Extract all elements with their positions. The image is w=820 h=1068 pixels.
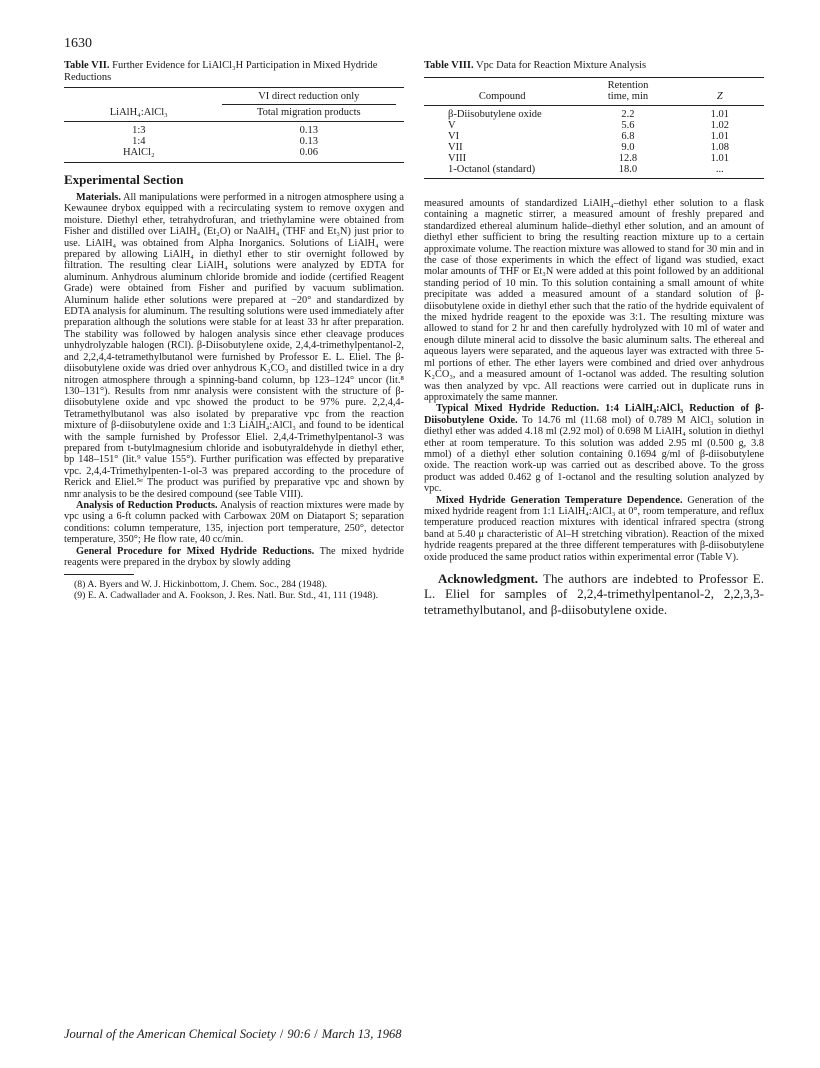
- table-cell-z: 1.01: [710, 153, 729, 164]
- paragraph-text: measured amounts of standardized LiAlH₄–diethyl ether solution to a flask containing a magnetic stirrer, a measured amount of freshly prepared and standardized ethereal aluminum halide–diethyl ether solution, and an amount of diethyl ether sufficient to bring the resulting reaction mixture up to a certain approximate volume. The reaction mixture was allowed to stand for 30 min and in the case of those experiments in which the effect of ligand was studied, exact molar amounts of THF or Et₃N were added at this point followed by an additional standing period of 10 min. To this solution containing a small amount of white precipitate was added a measured amount of a standard solution of β-diisobutylene oxide in diethyl ether such that the ratio of the hydride equivalent of the mixed hydride reagent to the epoxide was 3:1. The resulting mixture was allowed to stand for 2 hr and then carefully hydrolyzed with 10 ml of water and enough dilute mineral acid to dissolve the basic aluminum salts. The ethereal and aqueous layers were separated, and the aqueous layer was extracted with three 5-ml portions of ether. The ether layers were combined and dried over anhydrous K₂CO₃, and a measured amount of 1-octanol was added. The resulting solution was then analyzed by vpc. All reactions were carried out in duplicate runs in approximately the same manner.: [424, 198, 764, 403]
- table-vii: [64, 60, 404, 163]
- table-cell-z: ...: [715, 164, 724, 175]
- table-cell-time: 18.0: [618, 164, 638, 175]
- table-rule: [222, 104, 396, 105]
- table-cell-compound: VII: [448, 142, 463, 153]
- paragraph-heading: Mixed Hydride Generation Temperature Dependence.: [436, 494, 683, 506]
- table-row: [64, 125, 404, 136]
- paragraph-text: All manipulations were performed in a nitrogen atmosphere using a Kewaunee drybox equipped with a recirculating system to remove oxygen and moisture. Diethyl ether, tetrahydrofuran, and triethylamine were obtained from Fisher and distilled over LiAlH₄ (Et₂O) or NaAlH₄ (THF and Et₃N) just prior to use. LiAlH₄ was obtained from Alpha Inorganics. Solutions of LiAlH₄ were prepared by allowing LiAlH₄ in diethyl ether to stir overnight followed by filtration. The resulting clear LiAlH₄ solutions were analyzed by EDTA for aluminum. Anhydrous aluminum chloride bromide and iodide (certified Reagent Grade) were obtained from Fisher and purified by vacuum sublimation. Aluminum halide ether solutions were prepared at −20° and standardized by EDTA analysis for aluminum. The resulting solutions were used immediately after preparation although the solutions were stable for at least 33 hr after preparation. The stability was followed by halogen analysis since ether cleavage produces unhydrolyzable halogen (RCl). β-Diisobutylene oxide, 2,4,4-trimethylpentanol-2, and 2,2,4,4-tetramethylbutanol were furnished by Professor E. L. Eliel. The β-diisobutylene oxide was dried over anhydrous K₂CO₃ and distilled twice in a dry nitrogen atmosphere through a spinning-band column, bp 123–124° uncor (lit.⁸ 130–131°). Results from nmr analysis were consistent with the structure of β-diisobutylene oxide and vpc showed the product to be 97% pure. 2,2,4,4-Tetramethylbutanol was also isolated by preparative vpc from the reaction mixture of β-diisobutylene oxide and 1:3 LiAlH₄:AlCl₃ and found to be identical with the sample furnished by Professor Eliel. 2,4,4-Trimethylpentanol-3 was prepared from t-butylmagnesium chloride and isobutyraldehyde in diethyl ether, bp 148–151° (lit.⁹ value 155°). Further purification was effected by preparative vpc. 2,4,4-Trimethylpenten-1-ol-3 was prepared according to the procedure of Rerick and Eliel.⁵ᵉ The product was purified by preparative vpc and shown by nmr analysis to be the desired compound (see Table VIII).: [64, 192, 404, 500]
- table-rule: [64, 121, 404, 122]
- acknowledgment: [424, 571, 764, 617]
- paragraph-heading: Typical Mixed Hydride Reduction. 1:4 LiAlH₄:AlCl₃ Reduction of β-Diisobutylene Oxide.: [424, 403, 764, 426]
- table-viii-header-z: Z: [716, 91, 723, 102]
- table-vii-caption: [64, 60, 404, 84]
- body-paragraph: [64, 500, 404, 546]
- left-column: [64, 60, 404, 602]
- table-cell-time: 5.6: [621, 120, 635, 131]
- table-row: [424, 153, 764, 164]
- table-cell-value: 0.13: [299, 125, 318, 136]
- right-paragraphs: [424, 198, 764, 563]
- table-viii-header-retention-bottom: time, min: [607, 91, 649, 102]
- table-cell-time: 2.2: [621, 109, 635, 120]
- body-paragraph: [424, 403, 764, 494]
- table-row: [424, 109, 764, 120]
- table-rule: [424, 178, 764, 179]
- body-paragraph: [424, 495, 764, 563]
- footnotes: [64, 580, 404, 601]
- table-vii-header-top: VI direct reduction only: [258, 91, 360, 102]
- table-cell-time: 6.8: [621, 131, 635, 142]
- table-viii-header-retention-top: Retention: [607, 80, 649, 91]
- table-cell-ratio: 1:3: [132, 125, 146, 136]
- table-viii-label: Table VIII.: [424, 60, 474, 71]
- table-viii-grid: [424, 80, 764, 179]
- paragraph-heading: Analysis of Reduction Products.: [76, 499, 218, 511]
- table-vii-label: Table VII.: [64, 60, 110, 71]
- body-paragraph: [64, 546, 404, 569]
- body-paragraph: [424, 198, 764, 403]
- table-cell-time: 9.0: [621, 142, 635, 153]
- paragraph-text: Generation of the mixed hydride reagent from 1:1 LiAlH₄:AlCl₃ at 0°, room temperature, and reflux temperature produced reaction mixtures with identical infrared spectra (strong band at 5.40 μ characteristic of Al–H stretching vibration). Reaction of the mixed hydride reagents prepared at the three different temperatures with β-diisobutylene oxide produced the same product ratios within experimental error (Table V).: [424, 494, 764, 563]
- table-cell-z: 1.01: [710, 131, 729, 142]
- table-cell-ratio: 1:4: [132, 136, 146, 147]
- table-cell-value: 0.13: [299, 136, 318, 147]
- table-cell-compound: VIII: [448, 153, 467, 164]
- table-cell-compound: β-Diisobutylene oxide: [448, 109, 542, 120]
- footnote-rule: [64, 574, 134, 575]
- table-cell-time: 12.8: [618, 153, 638, 164]
- table-row: [424, 142, 764, 153]
- left-paragraphs: [64, 192, 404, 568]
- table-row: [424, 120, 764, 131]
- paragraph-text: Analysis of reaction mixtures were made by vpc using a 6-ft column packed with Carbowax 20M on Diataport S; separation conditions: column temperature, 135, injection port temperature, 250°, detector temperature, 350°; He flow rate, 40 cc/min.: [64, 499, 404, 546]
- paragraph-text: The mixed hydride reagents were prepared in the drybox by slowly adding: [64, 545, 404, 568]
- table-vii-grid: [64, 91, 404, 163]
- paragraph-heading: Materials.: [76, 192, 121, 203]
- page-number: 1630: [64, 36, 92, 51]
- table-viii-caption: [424, 60, 764, 72]
- footnote: (9) E. A. Cadwallader and A. Fookson, J. Res. Natl. Bur. Std., 41, 111 (1948).: [74, 590, 379, 601]
- footer-journal: Journal of the American Chemical Society: [64, 1027, 276, 1041]
- paragraph-text: To 14.76 ml (11.68 mol) of 0.789 M AlCl₃ solution in diethyl ether was added 4.18 ml (2.92 mol) of 0.698 M LiAlH₄ solution in diethyl ether at room temperature. To this solution was added 2.95 ml (0.500 g, 3.8 mmol) of a diethyl ether solution containing 0.1694 g/ml of β-diisobutylene oxide. The reaction work-up was carried out as described above. To the gross product was added 0.462 g of 1-octanol and the resulting solution analyzed by vpc.: [424, 414, 764, 495]
- table-viii: [424, 60, 764, 179]
- table-row: [424, 131, 764, 142]
- footnote: (8) A. Byers and W. J. Hickinbottom, J. Chem. Soc., 284 (1948).: [74, 579, 328, 591]
- table-row: [64, 147, 404, 158]
- table-cell-ratio: HAlCl₂: [122, 147, 155, 158]
- table-vii-header-right: Total migration products: [256, 107, 361, 118]
- table-viii-header-compound: Compound: [478, 91, 526, 102]
- table-cell-compound: 1-Octanol (standard): [448, 164, 536, 175]
- table-cell-z: 1.02: [710, 120, 729, 131]
- paragraph-heading: General Procedure for Mixed Hydride Reductions.: [76, 545, 315, 557]
- table-vii-header-left: LiAlH₄:AlCl₃: [109, 107, 168, 118]
- section-title: Experimental Section: [64, 172, 184, 187]
- table-cell-compound: V: [448, 120, 456, 131]
- table-vii-caption-text: Further Evidence for LiAlCl₃H Participation in Mixed Hydride Reductions: [64, 60, 378, 83]
- body-paragraph: [64, 192, 404, 500]
- table-rule: [64, 162, 404, 163]
- table-viii-caption-text: Vpc Data for Reaction Mixture Analysis: [476, 60, 647, 71]
- table-rule: [424, 77, 764, 78]
- table-rule: [424, 105, 764, 106]
- table-cell-z: 1.01: [710, 109, 729, 120]
- table-cell-value: 0.06: [299, 147, 318, 158]
- table-rule: [64, 87, 404, 88]
- table-row: [64, 136, 404, 147]
- table-cell-z: 1.08: [710, 142, 729, 153]
- table-row: [424, 164, 764, 175]
- footer-volume: 90:6: [287, 1027, 311, 1041]
- page-footer: Journal of the American Chemical Society / 90:6 / March 13, 1968: [64, 1027, 402, 1041]
- right-column: [424, 60, 764, 617]
- table-cell-compound: VI: [448, 131, 460, 142]
- acknowledgment-text: The authors are indebted to Professor E. L. Eliel for samples of 2,2,4-trimethylpentanol-2, 2,2,3,3-tetramethylbutanol, and β-diisobutylene oxide.: [424, 571, 764, 617]
- footer-date: March 13, 1968: [321, 1027, 402, 1041]
- acknowledgment-heading: Acknowledgment.: [438, 571, 539, 586]
